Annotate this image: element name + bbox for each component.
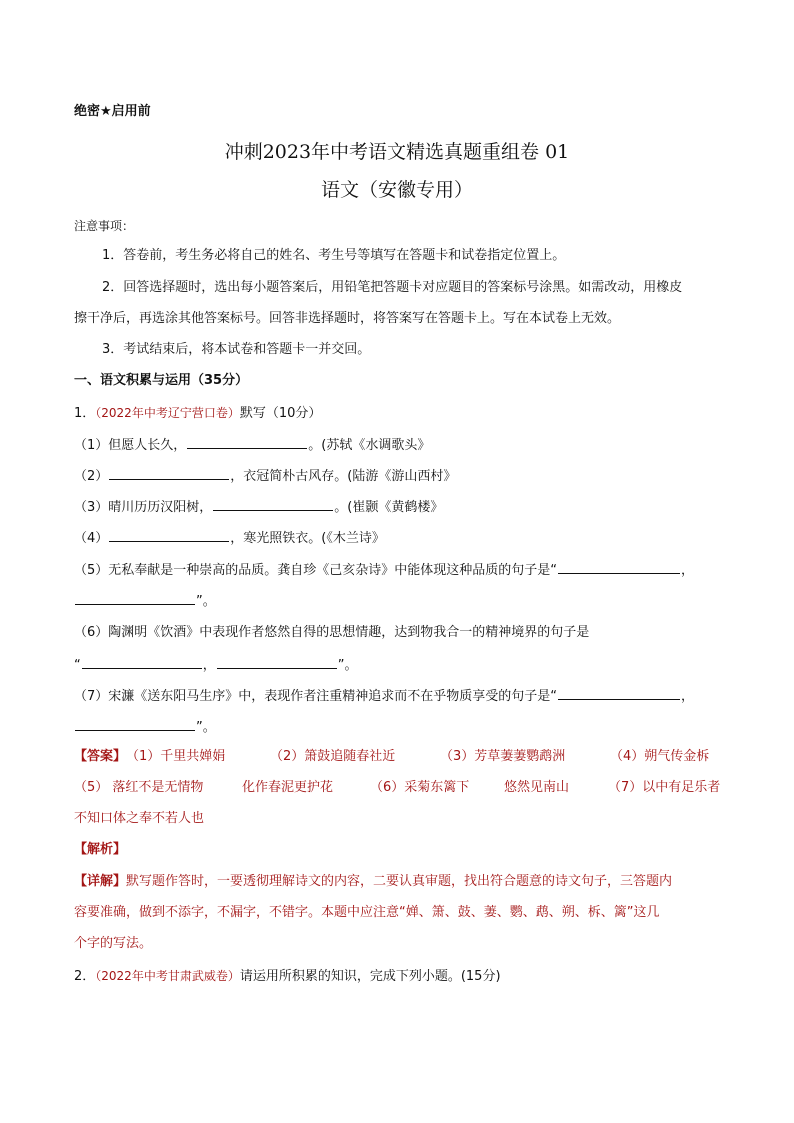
part-text: （2）: [74, 469, 109, 484]
q1-part-3: [74, 497, 443, 517]
question-number: 2．: [74, 969, 96, 984]
q1-part-5-cont: [74, 591, 216, 611]
note-item-1: 1．答卷前，考生务必将自己的姓名、考生号等填写在答题卡和试卷指定位置上。: [102, 248, 566, 263]
answer-4: （4）朔气传金柝: [610, 749, 710, 764]
answer-blank: [75, 591, 195, 605]
q1-part-6: （6）陶渊明《饮酒》中表现作者悠然自得的思想情趣，达到物我合一的精神境界的句子是: [74, 625, 590, 640]
answer-6-line2: 悠然见南山: [504, 780, 570, 795]
detail-line-3: 个字的写法。: [74, 936, 153, 951]
answer-blank: [109, 466, 229, 480]
analysis-label: 【解析】: [74, 842, 127, 857]
part-source: 。(苏轼《水调歌头》: [308, 438, 431, 453]
note-item-2-cont: 擦干净后，再选涂其他答案标号。回答非选择题时，将答案写在答题卡上。写在本试卷上无效。: [74, 311, 621, 326]
answer-1: （1）千里共婵娟: [126, 749, 226, 764]
question-source: （2022年中考辽宁营口卷）: [95, 406, 240, 420]
part-source: ，寒光照铁衣。(《木兰诗》: [230, 531, 385, 546]
question-source: （2022年中考甘肃武威卷）: [95, 969, 240, 983]
confidential-label: 绝密★启用前: [74, 104, 151, 119]
comma: ，: [681, 563, 695, 578]
answer-line-1: [74, 748, 724, 766]
answer-2: （2）箫鼓追随春社近: [270, 749, 396, 764]
answer-label: 【答案】: [74, 749, 127, 764]
part-source: 。(崔颢《黄鹤楼》: [334, 500, 444, 515]
answer-blank: [109, 528, 229, 542]
q1-part-7: [74, 686, 694, 706]
comma: ，: [681, 689, 695, 704]
q1-part-7-cont: [74, 717, 216, 737]
detail-label: 【详解】: [74, 874, 127, 889]
section-heading: 一、语文积累与运用（35分）: [74, 373, 249, 388]
answer-blank: [75, 717, 195, 731]
question-text: 请运用所积累的知识，完成下列小题。(15分): [239, 969, 501, 984]
closing-quote: ”。: [196, 720, 216, 735]
answer-blank: [187, 435, 307, 449]
question-text: 默写（10分）: [239, 406, 322, 421]
answer-blank: [217, 655, 337, 669]
answer-5: （5） 落红不是无情物: [74, 780, 204, 795]
answer-6: （6）采菊东篱下: [370, 780, 470, 795]
comma: ，: [202, 658, 216, 673]
exam-subtitle: 语文（安徽专用）: [320, 179, 473, 201]
q1-part-6-cont: [74, 655, 358, 675]
answer-line-2: [74, 779, 724, 797]
answer-blank: [213, 497, 333, 511]
note-item-2: 2．回答选择题时，选出每小题答案后，用铅笔把答题卡对应题目的答案标号涂黑。如需改动，用橡皮: [102, 280, 683, 295]
detail-text: 默写题作答时，一要透彻理解诗文的内容，二要认真审题，找出符合题意的诗文句子，三答题内: [126, 874, 673, 889]
exam-title: 冲刺2023年中考语文精选真题重组卷 01: [224, 141, 570, 163]
part-text: （5）无私奉献是一种崇高的品质。龚自珍《己亥杂诗》中能体现这种品质的句子是“: [74, 563, 558, 578]
closing-quote: ”。: [337, 658, 358, 673]
part-text: （4）: [74, 531, 109, 546]
detail-line-1: [74, 873, 672, 891]
question-2-stem: [74, 967, 501, 986]
part-text: （3）晴川历历汉阳树，: [74, 500, 213, 515]
notes-heading: 注意事项：: [74, 219, 135, 233]
answer-blank: [558, 686, 680, 700]
answer-blank: [558, 560, 680, 574]
answer-7: （7）以中有足乐者: [608, 780, 721, 795]
answer-5-line2: 化作春泥更护花: [242, 780, 334, 795]
detail-line-2: 容要准确，做到不添字，不漏字，不错字。本题中应注意“婵、箫、鼓、萋、鹦、鹉、朔、柝、篱”这几: [74, 905, 660, 920]
answer-blank: [82, 655, 202, 669]
part-source: ，衣冠简朴古风存。(陆游《游山西村》: [230, 469, 457, 484]
question-number: 1．: [74, 406, 96, 421]
q1-part-1: [74, 435, 430, 455]
answer-7-line2: 不知口体之奉不若人也: [74, 811, 205, 826]
q1-part-2: [74, 466, 456, 486]
question-1-stem: [74, 404, 321, 423]
closing-quote: ”。: [196, 594, 216, 609]
answer-3: （3）芳草萋萋鹦鹉洲: [440, 749, 566, 764]
opening-quote: “: [74, 658, 81, 673]
q1-part-4: [74, 528, 385, 548]
q1-part-5: [74, 560, 694, 580]
note-item-3: 3．考试结束后，将本试卷和答题卡一并交回。: [102, 342, 371, 357]
part-text: （1）但愿人长久，: [74, 438, 187, 453]
part-text: （7）宋濂《送东阳马生序》中，表现作者注重精神追求而不在乎物质享受的句子是“: [74, 689, 558, 704]
